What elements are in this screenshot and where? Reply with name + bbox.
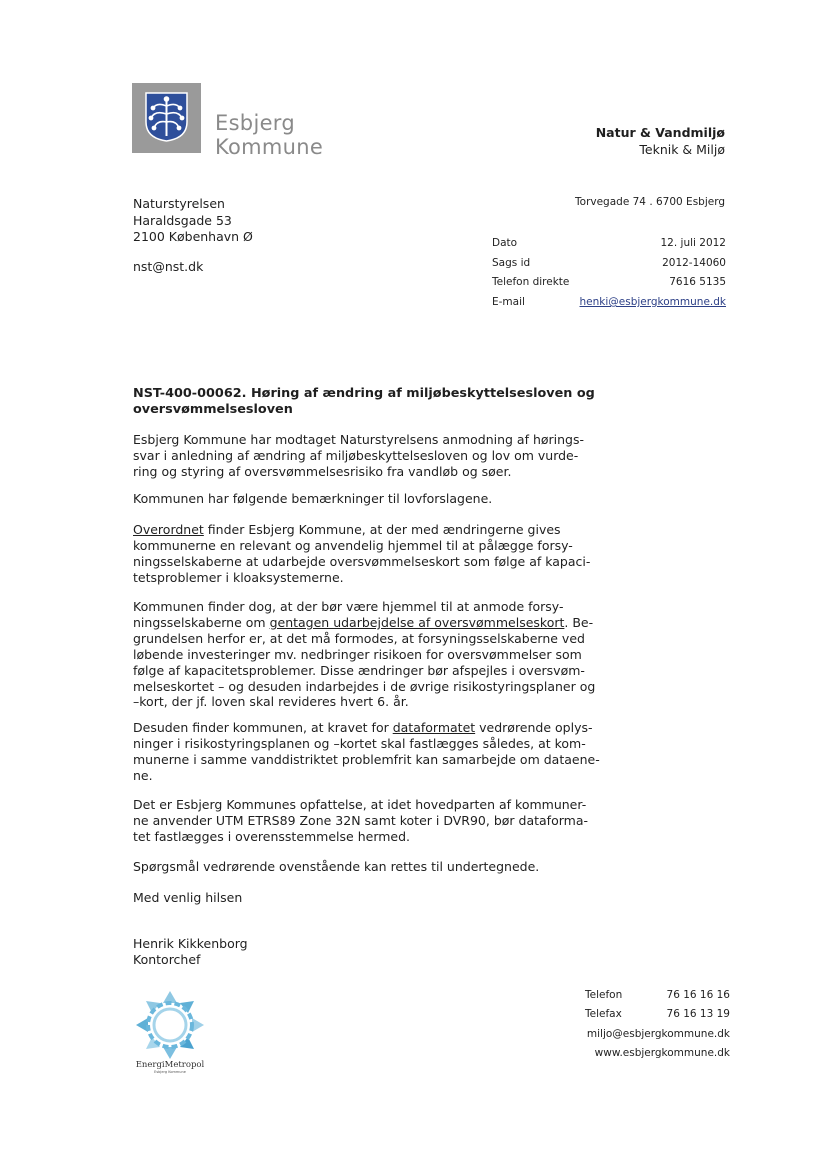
paragraph-4 bbox=[133, 599, 613, 710]
meta-label: Dato bbox=[492, 237, 518, 249]
department-block bbox=[596, 124, 725, 158]
meta-label: Telefon direkte bbox=[492, 276, 570, 289]
line: melseskortet – og desuden indarbejdes i de øvrige risikostyringsplaner og bbox=[133, 678, 596, 694]
municipality-wordmark bbox=[215, 111, 323, 159]
coat-of-arms-logo bbox=[132, 83, 201, 153]
keyword-overordnet: Overordnet bbox=[133, 522, 204, 537]
paragraph-6 bbox=[133, 797, 613, 845]
meta-label: Sags id bbox=[492, 256, 531, 269]
line: tetsproblemer i kloaksystemerne. bbox=[133, 569, 344, 585]
shield-icon bbox=[145, 92, 188, 142]
wordmark-line2: Kommune bbox=[215, 135, 324, 159]
line bbox=[133, 522, 613, 538]
line: løbende investeringer mv. nedbringer risikoen for oversvømmelser som bbox=[133, 646, 582, 662]
line: ring og styring af oversvømmelsesrisiko fra vandløb og søer. bbox=[133, 463, 512, 479]
sender-address: Torvegade 74 . 6700 Esbjerg bbox=[575, 196, 725, 208]
meta-label: E-mail bbox=[492, 296, 525, 309]
wordmark-line1: Esbjerg bbox=[215, 111, 295, 135]
paragraph-1 bbox=[133, 432, 613, 480]
department-name: Natur & Vandmiljø bbox=[595, 125, 725, 140]
line: ningsselskaberne at udarbejde oversvømmelseskort som følge af kapaci- bbox=[133, 553, 591, 569]
meta-value: 12. juli 2012 bbox=[660, 237, 726, 249]
paragraph-7 bbox=[133, 859, 613, 875]
recipient-email: nst@nst.dk bbox=[133, 259, 204, 274]
keyword-dataformatet: dataformatet bbox=[392, 720, 476, 735]
paragraph-3 bbox=[133, 522, 613, 586]
line bbox=[133, 720, 613, 736]
line: tet fastlægges i overensstemmelse hermed. bbox=[133, 828, 411, 844]
signer-title: Kontorchef bbox=[133, 952, 201, 967]
closing-text: Med venlig hilsen bbox=[133, 890, 243, 905]
email-link[interactable]: henki@esbjergkommune.dk bbox=[579, 296, 726, 309]
line: Kommunen har følgende bemærkninger til lovforslagene. bbox=[133, 491, 493, 506]
line: følge af kapacitetsproblemer. Disse ændringer bør afspejles i oversvøm- bbox=[133, 662, 585, 678]
contact-phone-row bbox=[585, 986, 730, 1005]
line: munerne i samme vanddistriktet problemfrit kan samarbejde om dataene- bbox=[133, 751, 600, 767]
line-post: . Be- bbox=[564, 614, 594, 630]
energimetropol-label: EnergiMetropol bbox=[135, 1060, 205, 1070]
fax-label: Telefax bbox=[585, 1008, 622, 1021]
contact-website[interactable]: www.esbjergkommune.dk bbox=[594, 1046, 730, 1059]
meta-value: 2012-14060 bbox=[662, 256, 726, 269]
letter-subject: NST-400-00062. Høring af ændring af miljøbeskyttelsesloven og oversvømmelsesloven bbox=[133, 386, 595, 417]
recipient-street: Haraldsgade 53 bbox=[133, 212, 232, 228]
keyword-gentagen: gentagen udarbejdelse af oversvømmelseskort bbox=[269, 614, 565, 630]
contact-email[interactable]: miljo@esbjergkommune.dk bbox=[586, 1027, 730, 1040]
line: ninger i risikostyringsplanen og –kortet skal fastlægges således, at kom- bbox=[133, 735, 586, 751]
energimetropol-sub: Esbjerg Kommune bbox=[154, 1070, 186, 1074]
signature-block bbox=[133, 936, 248, 968]
contact-block bbox=[585, 986, 730, 1063]
phone-value: 76 16 16 16 bbox=[666, 989, 730, 1001]
line bbox=[133, 615, 613, 631]
line-post: vedrørende oplys- bbox=[475, 720, 593, 735]
meta-row-case-id bbox=[492, 254, 726, 274]
line-pre: Desuden finder kommunen, at kravet for bbox=[133, 720, 393, 735]
case-metadata bbox=[492, 234, 726, 313]
meta-row-date bbox=[492, 234, 726, 254]
line: –kort, der jf. loven skal revideres hvert 6. år. bbox=[133, 694, 409, 710]
line: ne. bbox=[133, 767, 153, 783]
recipient-city: 2100 København Ø bbox=[133, 229, 253, 244]
paragraph-2 bbox=[133, 491, 613, 507]
line: Kommunen finder dog, at der bør være hjemmel til at anmode forsy- bbox=[133, 599, 564, 614]
recipient-address bbox=[133, 196, 253, 246]
line: Spørgsmål vedrørende ovenstående kan rettes til undertegnede. bbox=[133, 859, 540, 874]
department-division: Teknik & Miljø bbox=[639, 142, 725, 157]
contact-fax-row bbox=[585, 1005, 730, 1024]
recipient-name: Naturstyrelsen bbox=[133, 196, 225, 211]
signer-name: Henrik Kikkenborg bbox=[133, 936, 248, 951]
line: ne anvender UTM ETRS89 Zone 32N samt koter i DVR90, bør dataforma- bbox=[133, 812, 588, 828]
meta-row-phone bbox=[492, 273, 726, 293]
closing bbox=[133, 890, 613, 906]
paragraph-5 bbox=[133, 720, 613, 784]
line-rest: finder Esbjerg Kommune, at der med ændringerne gives bbox=[203, 522, 561, 537]
line-pre: ningsselskaberne om bbox=[133, 614, 270, 630]
phone-label: Telefon bbox=[585, 989, 623, 1001]
line: Det er Esbjerg Kommunes opfattelse, at idet hovedparten af kommuner- bbox=[133, 797, 587, 812]
meta-value: 7616 5135 bbox=[669, 276, 726, 289]
fax-value: 76 16 13 19 bbox=[666, 1008, 730, 1021]
line: kommunerne en relevant og anvendelig hjemmel til at pålægge forsy- bbox=[133, 537, 573, 553]
line: Esbjerg Kommune har modtaget Naturstyrelsens anmodning af hørings- bbox=[133, 432, 585, 447]
meta-row-email bbox=[492, 293, 726, 313]
line: svar i anledning af ændring af miljøbeskyttelsesloven og lov om vurde- bbox=[133, 447, 579, 463]
line: grundelsen herfor er, at det må formodes, at forsyningsselskaberne ved bbox=[133, 630, 585, 646]
